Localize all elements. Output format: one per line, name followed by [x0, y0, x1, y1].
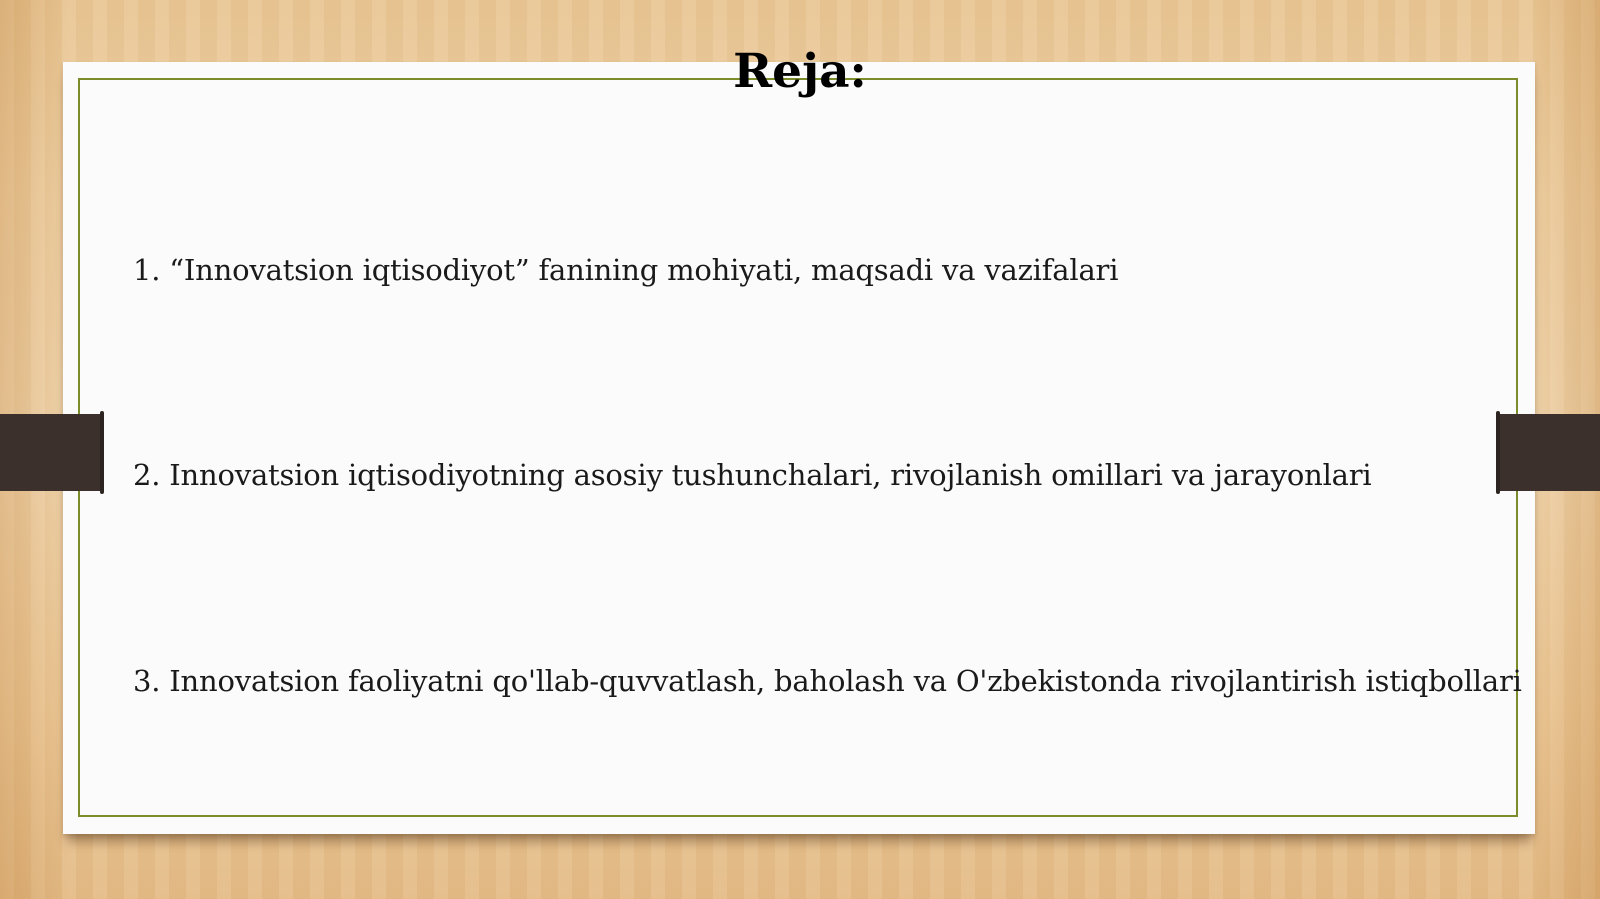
plan-item-2: 2. Innovatsion iqtisodiyotning asosiy tushunchalari, rivojlanish omillari va jarayonlari — [133, 458, 1372, 492]
left-tab-decoration — [0, 414, 100, 491]
slide-frame-border — [78, 78, 1518, 817]
slide-title: Reja: — [733, 44, 867, 99]
right-tab-decoration — [1500, 414, 1600, 491]
plan-item-1: 1. “Innovatsion iqtisodiyot” fanining mohiyati, maqsadi va vazifalari — [133, 253, 1119, 287]
plan-item-3: 3. Innovatsion faoliyatni qo'llab-quvvatlash, baholash va O'zbekistonda rivojlantirish istiqbollari — [133, 664, 1522, 698]
